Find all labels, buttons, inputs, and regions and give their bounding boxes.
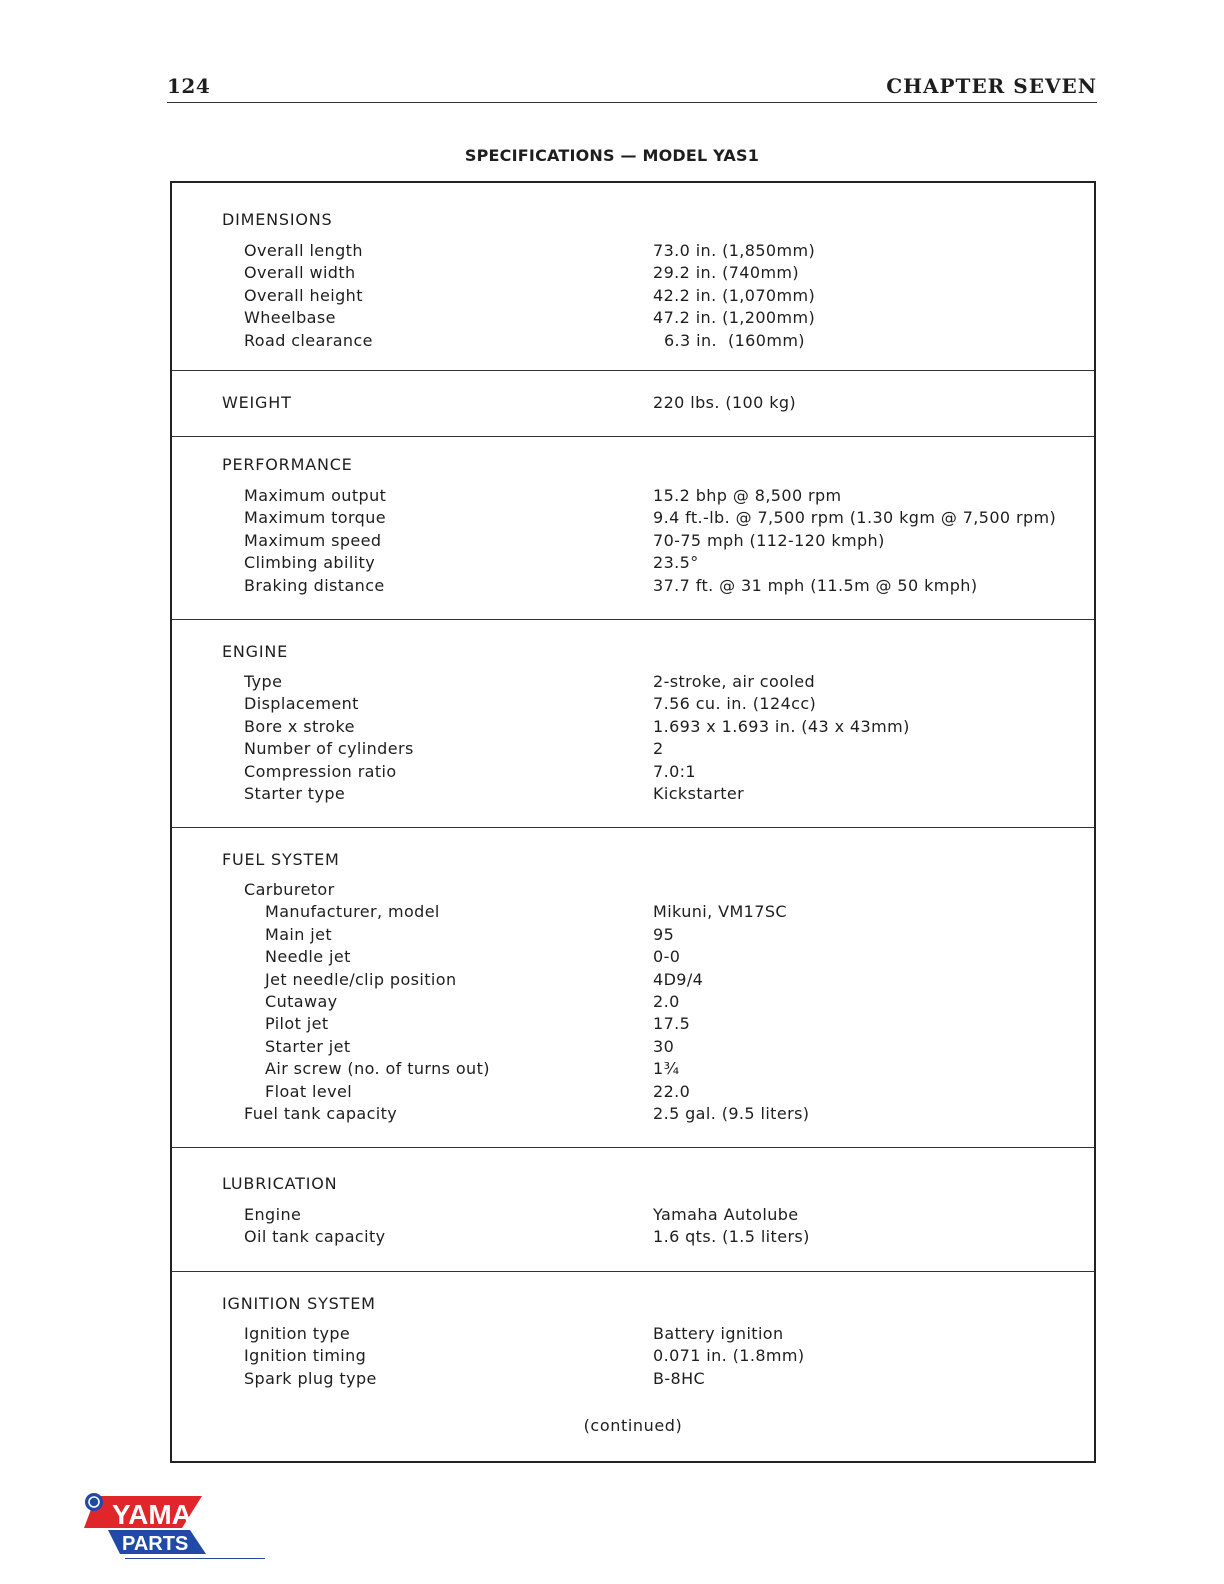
spec-row [172, 1104, 1094, 1126]
spec-row [172, 1205, 1094, 1227]
spec-row [172, 531, 1094, 553]
spec-value: 29.2 in. (740mm) [653, 263, 800, 283]
spec-value: 1.693 x 1.693 in. (43 x 43mm) [653, 716, 910, 736]
spec-label: Fuel tank capacity [244, 1103, 398, 1123]
spec-value: 2.0 [653, 991, 680, 1011]
spec-label: Compression ratio [244, 761, 397, 781]
spec-row [172, 241, 1094, 263]
spec-row [172, 762, 1094, 784]
spec-row [172, 947, 1094, 969]
spec-row [172, 286, 1094, 308]
yama-parts-logo [82, 1490, 272, 1562]
section-fuel-system [172, 828, 1094, 1148]
spec-row [172, 576, 1094, 598]
spec-label: Main jet [265, 924, 333, 944]
spec-row [172, 880, 1094, 902]
logo-line2: PARTS [122, 1533, 189, 1555]
section-engine [172, 620, 1094, 828]
spec-row [172, 553, 1094, 575]
spec-row [172, 739, 1094, 761]
spec-value: Battery ignition [653, 1324, 784, 1343]
spec-value: 23.5° [653, 553, 699, 573]
spec-row [172, 672, 1094, 694]
spec-value: 6.3 in. (160mm) [653, 330, 805, 350]
spec-label: Manufacturer, model [265, 902, 440, 922]
spec-label: Overall width [244, 263, 356, 283]
spec-value: 9.4 ft.-lb. @ 7,500 rpm (1.30 kgm @ 7,500 rpm) [653, 508, 1057, 528]
spec-value: 30 [653, 1036, 675, 1056]
spec-value: B-8HC [653, 1368, 706, 1388]
section-lubrication [172, 1148, 1094, 1272]
specifications-table [170, 181, 1096, 1463]
spec-label: Engine [244, 1205, 302, 1224]
spec-value: Kickstarter [653, 783, 745, 803]
section-title: FUEL SYSTEM [222, 850, 340, 869]
page-header [167, 72, 1097, 103]
spec-value: 47.2 in. (1,200mm) [653, 308, 816, 328]
spec-value: 73.0 in. (1,850mm) [653, 241, 816, 260]
spec-row [172, 1037, 1094, 1059]
spec-value: 95 [653, 924, 675, 944]
spec-row [172, 308, 1094, 330]
section-title: WEIGHT [222, 393, 292, 412]
spec-value: 17.5 [653, 1014, 691, 1034]
chapter-title: CHAPTER SEVEN [886, 74, 1097, 98]
spec-row [172, 1346, 1094, 1368]
spec-row [172, 925, 1094, 947]
spec-row [172, 508, 1094, 530]
spec-label: Cutaway [265, 991, 338, 1011]
spec-label: Bore x stroke [244, 716, 355, 736]
spec-label: Road clearance [244, 330, 373, 350]
spec-value: 0-0 [653, 947, 681, 967]
spec-label: Climbing ability [244, 553, 376, 573]
spec-value: 0.071 in. (1.8mm) [653, 1346, 805, 1366]
spec-label: Needle jet [265, 947, 351, 967]
spec-row [172, 1014, 1094, 1036]
spec-label: Type [244, 672, 283, 691]
spec-value: 1.6 qts. (1.5 liters) [653, 1227, 810, 1247]
section-title: DIMENSIONS [222, 210, 333, 229]
spec-value: 70-75 mph (112-120 kmph) [653, 530, 885, 550]
spec-value: 42.2 in. (1,070mm) [653, 285, 816, 305]
spec-value: 4D9/4 [653, 969, 704, 989]
spec-label: Spark plug type [244, 1368, 377, 1388]
continued-note: (continued) [583, 1416, 683, 1435]
spec-label: Maximum speed [244, 530, 382, 550]
spec-row [172, 717, 1094, 739]
spec-label: Overall height [244, 285, 363, 305]
spec-value: 2 [653, 739, 664, 759]
spec-label: Wheelbase [244, 308, 336, 328]
section-weight [172, 371, 1094, 437]
spec-row [172, 486, 1094, 508]
spec-label: Pilot jet [265, 1014, 329, 1034]
spec-label: Braking distance [244, 575, 385, 595]
spec-label: Starter jet [265, 1036, 351, 1056]
spec-value: 37.7 ft. @ 31 mph (11.5m @ 50 kmph) [653, 575, 978, 595]
spec-row [172, 263, 1094, 285]
spec-label: Float level [265, 1081, 353, 1101]
page-number: 124 [167, 74, 211, 98]
spec-label: Ignition type [244, 1324, 351, 1343]
spec-value: 7.0:1 [653, 761, 697, 781]
spec-label: Displacement [244, 694, 359, 714]
logo-line1: YAMA [112, 1499, 192, 1530]
spec-row [172, 1369, 1094, 1391]
spec-row [172, 992, 1094, 1014]
section-title: ENGINE [222, 642, 289, 661]
spec-row [172, 694, 1094, 716]
spec-value: 220 lbs. (100 kg) [653, 393, 797, 412]
section-dimensions [172, 183, 1094, 371]
section-title: IGNITION SYSTEM [222, 1294, 376, 1313]
spec-value: Mikuni, VM17SC [653, 902, 787, 922]
spec-row [172, 393, 1094, 415]
spec-row [172, 970, 1094, 992]
spec-value: 22.0 [653, 1081, 691, 1101]
spec-label: Maximum output [244, 486, 387, 505]
spec-row [172, 1059, 1094, 1081]
spec-row [172, 1324, 1094, 1346]
spec-row [172, 331, 1094, 353]
spec-label: Number of cylinders [244, 739, 414, 759]
spec-label: Jet needle/clip position [265, 969, 457, 989]
logo-underline [125, 1558, 265, 1559]
spec-value: 1¾ [653, 1059, 680, 1079]
tuning-fork-emblem-icon [85, 1493, 103, 1511]
section-title: LUBRICATION [222, 1174, 338, 1193]
section-title: PERFORMANCE [222, 455, 353, 474]
spec-value: 15.2 bhp @ 8,500 rpm [653, 486, 842, 505]
spec-row [172, 1227, 1094, 1249]
section-performance [172, 437, 1094, 620]
section-ignition-system [172, 1272, 1094, 1461]
spec-label: Carburetor [244, 880, 335, 899]
spec-label: Starter type [244, 783, 346, 803]
spec-label: Ignition timing [244, 1346, 367, 1366]
spec-row [172, 1082, 1094, 1104]
spec-value: 2-stroke, air cooled [653, 672, 816, 691]
spec-row [172, 784, 1094, 806]
spec-label: Overall length [244, 241, 363, 260]
spec-label: Oil tank capacity [244, 1227, 386, 1247]
spec-label: Air screw (no. of turns out) [265, 1059, 490, 1079]
spec-row [172, 902, 1094, 924]
spec-value: 2.5 gal. (9.5 liters) [653, 1103, 810, 1123]
specifications-title: SPECIFICATIONS — MODEL YAS1 [464, 146, 760, 165]
spec-value: Yamaha Autolube [653, 1205, 799, 1224]
spec-label: Maximum torque [244, 508, 387, 528]
spec-value: 7.56 cu. in. (124cc) [653, 694, 817, 714]
